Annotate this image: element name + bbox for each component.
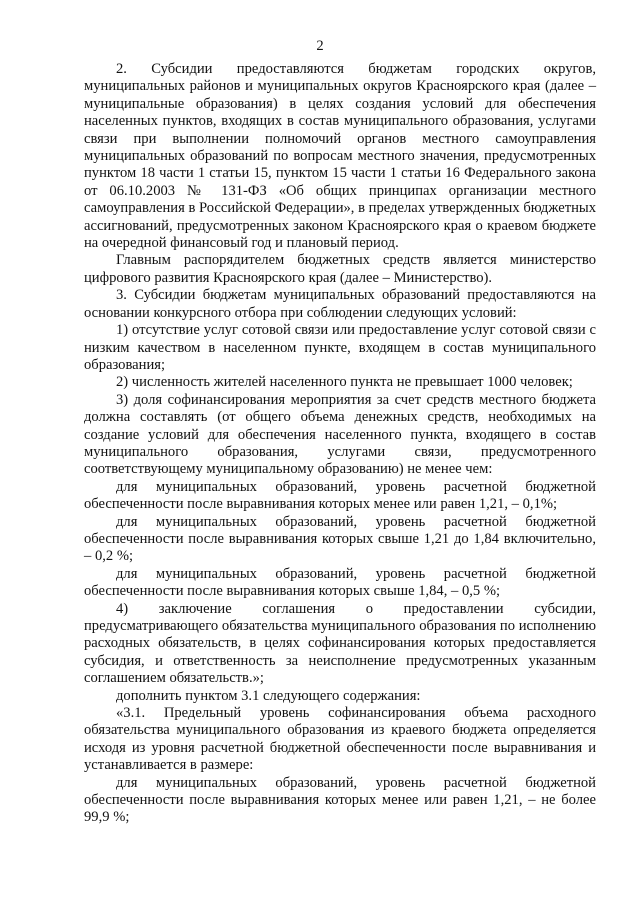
cofinancing-tier-3: для муниципальных образований, уровень расчетной бюджетной обеспеченности после выравнивания которых свыше 1,84, – 0,5 %;: [84, 565, 596, 600]
limit-tier-1: для муниципальных образований, уровень расчетной бюджетной обеспеченности после выравнивания которых менее или равен 1,21, – не более 99,9 %;: [84, 774, 596, 826]
cofinancing-tier-1: для муниципальных образований, уровень расчетной бюджетной обеспеченности после выравнивания которых менее или равен 1,21, – 0,1%;: [84, 478, 596, 513]
cofinancing-tier-2: для муниципальных образований, уровень расчетной бюджетной обеспеченности после выравнивания которых свыше 1,21 до 1,84 включительно, – 0,2 %;: [84, 513, 596, 565]
paragraph-item-3-1: «3.1. Предельный уровень софинансирования объема расходного обязательства муниципального образования из краевого бюджета определяется исходя из уровня расчетной бюджетной обеспеченности после выравнивания и устанавливается в размере:: [84, 705, 596, 774]
condition-1: 1) отсутствие услуг сотовой связи или предоставление услуг сотовой связи с низким качеством в населенном пункте, входящем в состав муниципального образования;: [84, 322, 596, 373]
amendment-intro: дополнить пунктом 3.1 следующего содержания:: [116, 687, 421, 704]
paragraph-item-2: 2. Субсидии предоставляются бюджетам городских округов, муниципальных районов и муниципальных округов Красноярского края (далее – муниципальные образования) в целях создания условий для обеспечения населенных пунктов, входящих в состав муниципального образования, услугами связи при выполнении полномочий органов местного самоуправления муниципальных образований по вопросам местного значения, предусмотренных пунктом 18 части 1 статьи 15, пунктом 15 части 1 статьи 16 Федерального закона от 06.10.2003 № 131-ФЗ «Об общих принципах организации местного самоуправления в Российской Федерации», в пределах утвержденных бюджетных ассигнований, предусмотренных законом Красноярского края о краевом бюджете на очередной финансовый год и плановый период.: [84, 61, 596, 252]
paragraph-item-3: 3. Субсидии бюджетам муниципальных образований предоставляются на основании конкурсного отбора при соблюдении следующих условий:: [84, 287, 596, 321]
condition-2: 2) численность жителей населенного пункта не превышает 1000 человек;: [116, 374, 573, 391]
condition-4: 4) заключение соглашения о предоставлении субсидии, предусматривающего обязательства муниципального образования по исполнению расходных обязательств, в целях софинансирования которых предоставляется субсидия, и ответственность за неисполнение предусмотренных указанным соглашением обязательств.»;: [84, 600, 596, 687]
paragraph-chief-administrator: Главным распорядителем бюджетных средств является министерство цифрового развития Красноярского края (далее – Министерство).: [84, 252, 596, 286]
document-body: [84, 61, 596, 827]
condition-3: 3) доля софинансирования мероприятия за счет средств местного бюджета должна составлять (от общего объема денежных средств, необходимых на создание условий для обеспечения населенного пункта, входящего в состав муниципального образования, услугами связи, предусмотренного соответствующему муниципальному образованию) не менее чем:: [84, 391, 596, 478]
page-number: 2: [316, 38, 324, 54]
